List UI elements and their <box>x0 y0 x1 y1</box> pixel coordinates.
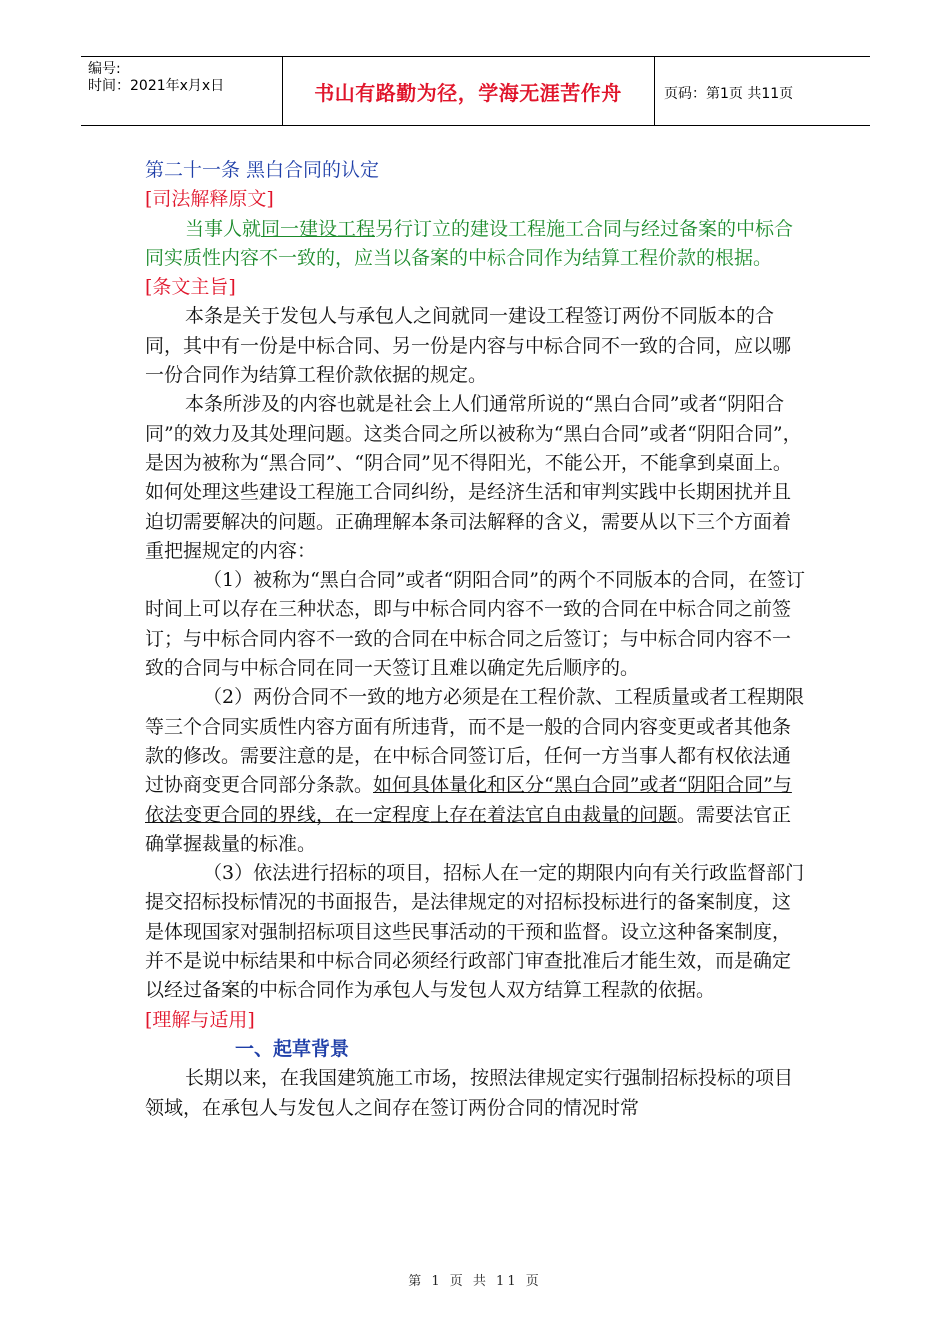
section-label-purpose: [条文主旨] <box>145 276 236 299</box>
section-label-understanding: [理解与适用] <box>145 1008 255 1031</box>
header-page-info: 页码：第1页 共11页 <box>664 86 794 102</box>
section-label-judicial: [司法解释原文] <box>145 188 274 211</box>
paragraph-3: （1）被称为“黑白合同”或者“阴阳合同”的两个不同版本的合同，在签订时间上可以存在三种状态，即与中标合同内容不一致的合同在中标合同之前签订；与中标合同内容不一致的合同在中标合同之后签订；与中标合同内容不一致的合同与中标合同在同一天签订且难以确定先后顺序的。 <box>145 569 805 680</box>
paragraph-4-underlined: 如何具体量化和区分“黑白合同”或者“阴阳合同”与依法变更合同的界线，在一定程度上存在着法官自由裁量的问题 <box>145 774 792 826</box>
judicial-text-link[interactable]: 同一建设工程 <box>261 217 376 240</box>
header-meta <box>88 61 224 95</box>
page-header <box>81 56 870 126</box>
paragraph-4-pre: （2）两份合同不一致的地方必须是在工程价款、工程质量或者工程期限等三个合同实质性内容方面有所违背，而不是一般的合同内容变更或者其他条款的修改。需要注意的是，在中标合同签订后，任何一方当事人都有权依法通过协商变更合同部分条款。 <box>145 686 805 797</box>
header-divider <box>654 57 655 125</box>
subheading-background: 一、起草背景 <box>235 1037 350 1060</box>
paragraph-5: （3）依法进行招标的项目，招标人在一定的期限内向有关行政监督部门提交招标投标情况的书面报告，是法律规定的对招标投标进行的备案制度，这是体现国家对强制招标项目这些民事活动的干预和监督。设立这种备案制度，并不是说中标结果和中标合同必须经行政部门审查批准后才能生效，而是确定以经过备案的中标合同作为承包人与发包人双方结算工程款的依据。 <box>145 862 805 1002</box>
judicial-text <box>145 215 805 274</box>
paragraph-4 <box>145 683 805 859</box>
paragraph-6: 长期以来，在我国建筑施工市场，按照法律规定实行强制招标投标的项目领域，在承包人与发包人之间存在签订两份合同的情况时常 <box>145 1067 794 1119</box>
paragraph-4-post: 。需要法官正确掌握裁量的标准。 <box>145 803 792 855</box>
article-body <box>145 156 805 1123</box>
time-label: 时间：2021年x月x日 <box>88 78 225 94</box>
judicial-text-pre: 当事人就 <box>185 217 262 240</box>
header-motto: 书山有路勤为径，学海无涯苦作舟 <box>314 81 622 105</box>
paragraph-1: 本条是关于发包人与承包人之间就同一建设工程签订两份不同版本的合同，其中有一份是中标合同、另一份是内容与中标合同不一致的合同，应以哪一份合同作为结算工程价款依据的规定。 <box>145 305 792 387</box>
paragraph-2: 本条所涉及的内容也就是社会上人们通常所说的“黑白合同”或者“阴阳合同”的效力及其处理问题。这类合同之所以被称为“黑白合同”或者“阴阳合同”，是因为被称为“黑合同”、“阴合同”见不得阳光，不能公开，不能拿到桌面上。如何处理这些建设工程施工合同纠纷，是经济生活和审判实践中长期困扰并且迫切需要解决的问题。正确理解本条司法解释的含义，需要从以下三个方面着重把握规定的内容： <box>145 393 802 562</box>
number-label: 编号: <box>88 61 121 77</box>
page-footer: 第 1 页 共 11 页 <box>408 1274 542 1289</box>
article-title: 第二十一条 黑白合同的认定 <box>145 159 380 181</box>
judicial-text-post: 另行订立的建设工程施工合同与经过备案的中标合同实质性内容不一致的，应当以备案的中标合同作为结算工程价款的根据。 <box>145 217 794 269</box>
